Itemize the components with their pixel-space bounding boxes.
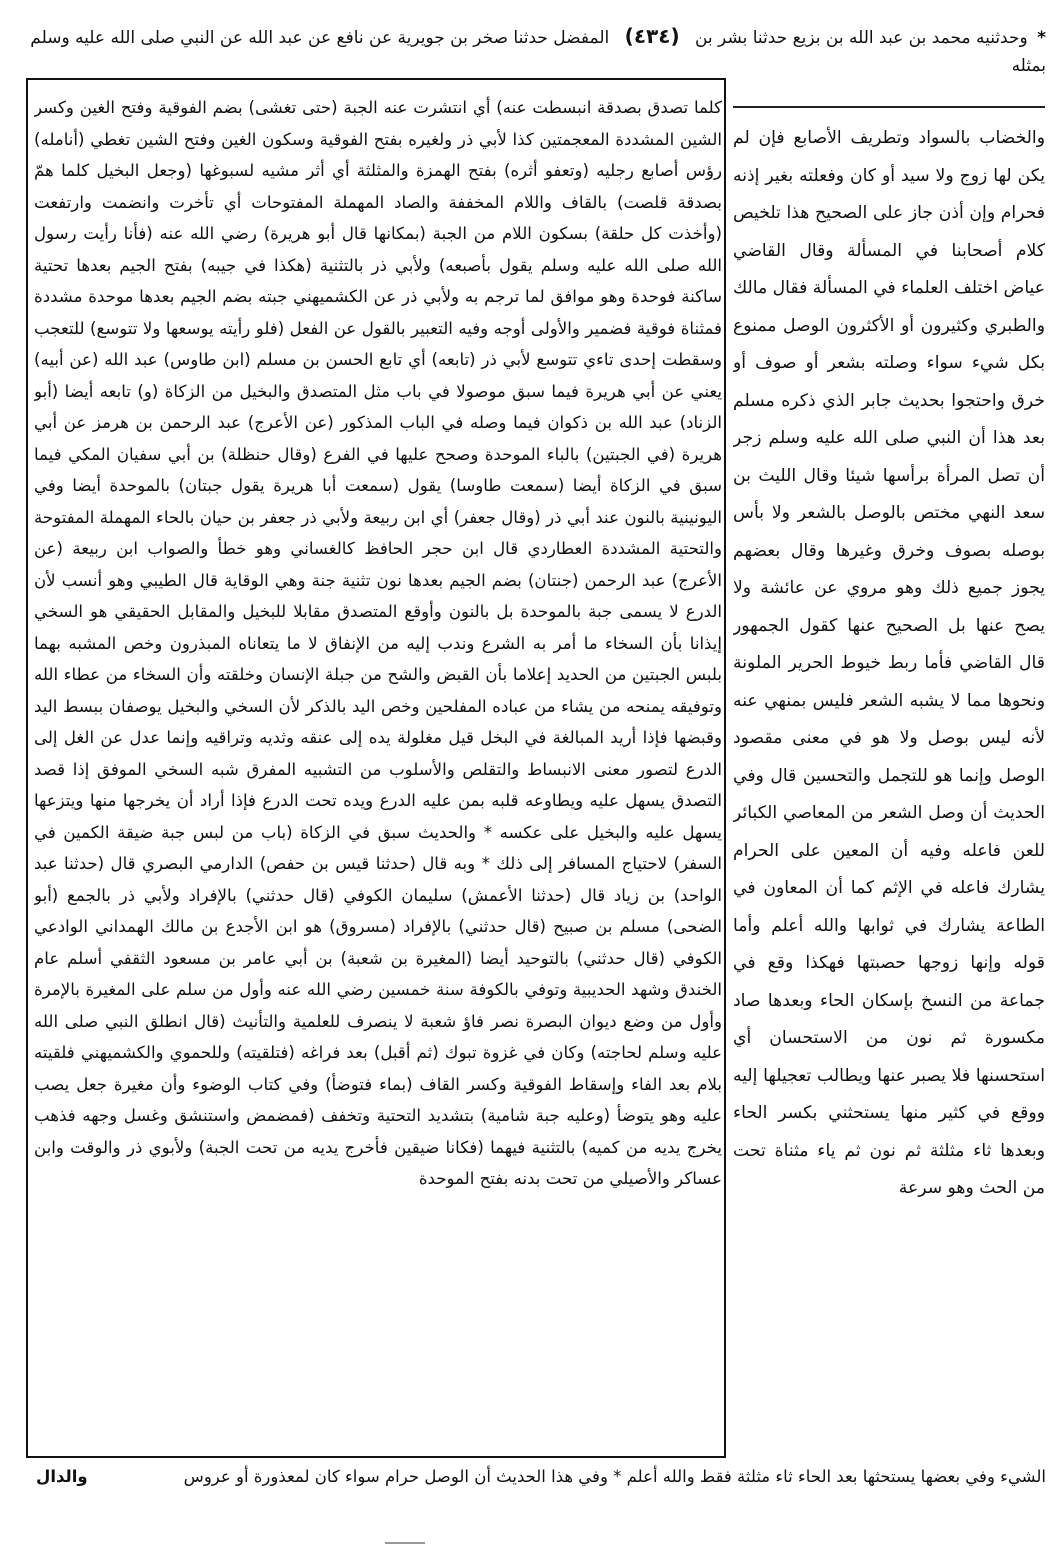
- margin-separator-rule: [733, 106, 1045, 108]
- header-left-text: المفضل حدثنا صخر بن جويرية عن نافع عن عبد الله عن النبي صلى الله عليه وسلم بمثله: [30, 28, 1046, 76]
- margin-commentary-text: والخضاب بالسواد وتطريف الأصابع فإن لم يكن لها زوج ولا سيد أو كان وفعلته بغير إذنه فحرام وإن أذن جاز على الصحيح هذا تلخيص كلام أصحابنا في المسألة وقال القاضي عياض اختلف العلماء في المسألة فقال مالك والطبري وكثيرون أو الأكثرون الوصل ممنوع بكل شيء سواء وصلته بشعر أو صوف أو خرق واحتجوا بحديث جابر الذي ذكره مسلم بعد هذا أن النبي صلى الله عليه وسلم زجر أن تصل المرأة برأسها شيئا وقال الليث بن سعد النهي مختص بالوصل بالشعر ولا بأس بوصله بصوف وخرق وغيرها وقال بعضهم يجوز جميع ذلك وهو مروي عن عائشة ولا يصح عنها بل الصحيح عنها كقول الجمهور قال القاضي فأما ربط خيوط الحرير الملونة ونحوها مما لا يشبه الشعر فليس بمنهي عنه لأنه ليس بوصل ولا هو في معنى مقصود الوصل وإنما هو للتجمل والتحسين قال وفي الحديث أن وصل الشعر من المعاصي الكبائر للعن فاعله وفيه أن المعين على الحرام يشارك فاعله في الإثم كما أن المعاون في الطاعة يشارك في ثوابها والله أعلم وأما قوله وإنها زوجها حصبتها فهكذا وقع في جماعة من النسخ بإسكان الحاء وبعدها صاد مكسورة ثم نون من الاستحسان أي استحسنها فلا يصبر عنها ويطالب تعجيلها إليه ووقع في كثير منها يستحثني بكسر الحاء وبعدها ثاء مثلثة ثم نون ثم ياء مثناة تحت من الحث وهو سرعة: [733, 128, 1045, 1198]
- catchword: والدال: [36, 1467, 88, 1486]
- bottom-scan-mark: [385, 1542, 425, 1544]
- page-number: (٤٣٤): [624, 24, 680, 48]
- page-header: [16, 22, 1046, 82]
- header-right-text: وحدثنيه محمد بن عبد الله بن بزيع حدثنا بشر بن: [694, 28, 1028, 48]
- main-commentary-text: كلما تصدق بصدقة انبسطت عنه) أي انتشرت عنه الجبة (حتى تغشى) بضم الفوقية وفتح الغين وكسر الشين المشددة المعجمتين كذا لأبي ذر ولغيره بفتح الفوقية وسكون الغين وفتح الشين تغطي (أنامله) رؤس أصابع رجليه (وتعفو أثره) بفتح الهمزة والمثلثة أي أثر مشيه لسبوغها (وجعل البخيل كلما همّ بصدقة قلصت) بالقاف واللام المخففة والصاد المهملة المفتوحات أي تأخرت وانضمت وارتفعت (وأخذت كل حلقة) بسكون اللام من الجبة (بمكانها قال أبو هريرة) رضي الله عنه (فأنا رأيت رسول الله صلى الله عليه وسلم يقول بأصبعه) ولأبي ذر بالتثنية (هكذا في جيبه) بفتح الجيم بعدها تحتية ساكنة فوحدة وهو موافق لما ترجم به ولأبي ذر عن الكشميهني جبته بضم الجيم بعدها موحدة مشددة فمثناة فوقية فضمير والأولى أوجه وفيه التعبير بالقول عن الفعل (فلو رأيته يوسعها ولا تتوسع) للتعجب وسقطت إحدى تاءي تتوسع لأبي ذر (تابعه) أي تابع الحسن بن مسلم (ابن طاوس) عبد الله (عن أبيه) يعني عن أبي هريرة فيما سبق موصولا في باب مثل المتصدق والبخيل من الزكاة (و) تابعه أيضا (أبو الزناد) عبد الله بن ذكوان فيما وصله في الباب المذكور (عن الأعرج) عبد الرحمن بن هرمز عن أبي هريرة (في الجبتين) بالباء الموحدة وصحح عليها في الفرع (وقال حنظلة) بن أبي سفيان المكي فيما سبق في الزكاة أيضا (سمعت طاوسا) يقول (سمعت أبا هريرة يقول جبتان) بالموحدة أيضا وفي اليونينية بالنون عند أبي ذر (وقال جعفر) أي ابن ربيعة ولأبي ذر جعفر بن حيان بالحاء المهملة المفتوحة والتحتية المشددة العطاردي قال ابن حجر الحافظ كالغساني وهو خطأ والصواب ابن ربيعة (عن الأعرج) عبد الرحمن (جنتان) بضم الجيم بعدها نون تثنية جنة وهي الوقاية قال الطيبي وهو أنسب لأن الدرع لا يسمى جبة بالموحدة بل بالنون وأوقع المتصدق مقابلا للبخيل والمقابل الحقيقي هو السخي إيذانا بأن السخاء ما أمر به الشرع وندب إليه من الإنفاق لا ما يتعاناه المبذرون وخص المشبه بهما بلبس الجبتين من الحديد إعلاما بأن القبض والشح من جبلة الإنسان وخلقته وأن السخاء من عطاء الله وتوفيقه يمنحه من يشاء من عباده المفلحين وخص اليد بالذكر لأن السخي والبخيل يوصفان ببسط اليد وقبضها فإذا أريد المبالغة في البخل قيل مغلولة يده إلى عنقه وثديه وتراقيه وإنما عدل عن الغل إلى الدرع لتصور معنى الانبساط والتقلص والأسلوب من التشبيه المفرق شبه السخي الموفق إذا قصد التصدق يسهل عليه ويطاوعه قلبه بمن عليه الدرع ويده تحت الدرع فإذا أراد أن يخرجها منها ويتزعها يسهل عليه والبخيل على عكسه * والحديث سبق في الزكاة (باب من لبس جبة ضيقة الكمين في السفر) لاحتياج المسافر إلى ذلك * وبه قال (حدثنا قيس بن حفص) الدارمي البصري قال (حدثنا عبد الواحد) بن زياد قال (حدثنا الأعمش) سليمان الكوفي (قال حدثني) بالإفراد ولأبي ذر بالجمع (أبو الضحى) مسلم بن صبيح (قال حدثني) بالإفراد (مسروق) هو ابن الأجدع بن مالك الهمداني الوادعي الكوفي (قال حدثني) بالتوحيد أيضا (المغيرة بن شعبة) بن أبي عامر بن مسعود الثقفي أسلم عام الخندق وشهد الحديبية وتوفي بالكوفة سنة خمسين رضي الله عنه وأول من سلم على المغيرة بالإمرة وأول من وضع ديوان البصرة نصر فاؤ شعبة لا ينصرف للعلمية والتأنيث (قال انطلق النبي صلى الله عليه وسلم لحاجته) وكان في غزوة تبوك (ثم أقبل) بعد فراغه (فتلقيته) وللحموي والكشميهني فلقيته بلام بعد الفاء وإسقاط الفوقية وكسر القاف (بماء فتوضأ) وفي كتاب الوضوء وأن مغيرة جعل يصب عليه وهو يتوضأ (وعليه جبة شامية) بتشديد التحتية وتخفف (فمضمض واستنشق وغسل وجهه فذهب يخرج يديه من كميه) بالتثنية فيهما (فكانا ضيقين فأخرج يديه من تحت الجبة) ولأبوي ذر والوقت وابن عساكر والأصيلي من تحت بدنه بفتح الموحدة: [34, 98, 722, 1188]
- footer-text: الشيء وفي بعضها يستحثها بعد الحاء ثاء مثلثة فقط والله أعلم * وفي هذا الحديث أن الوصل حرام سواء كان لمعذورة أو عروس: [183, 1467, 1046, 1486]
- header-star: *: [1037, 28, 1046, 48]
- page-footer: [26, 1462, 1046, 1502]
